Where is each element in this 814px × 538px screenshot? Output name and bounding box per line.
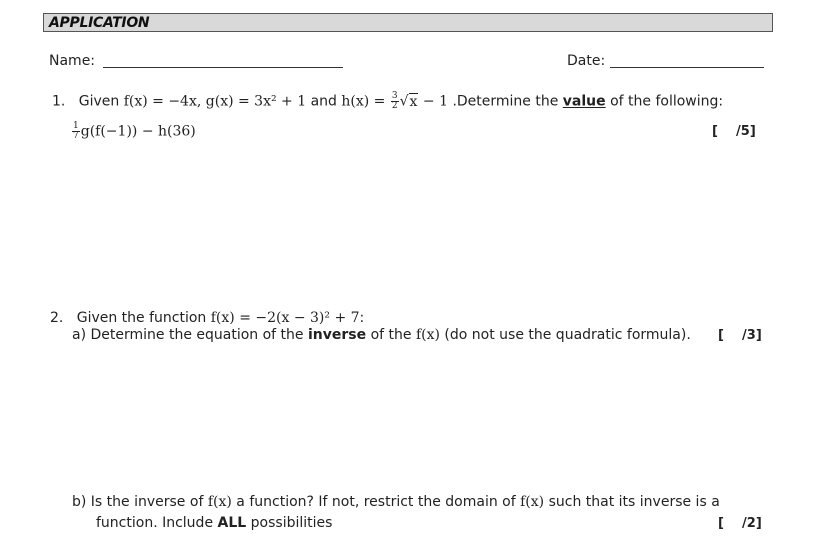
- q2-b-marks: [ /2]: [718, 516, 762, 531]
- q1-expr-fraction: [72, 122, 80, 141]
- name-label: Name:: [49, 53, 96, 69]
- q2-b-mid: a function? If not, restrict the domain of: [236, 494, 516, 510]
- q2-b-pre: b) Is the inverse of: [72, 494, 204, 510]
- q2-a-marks: [ /3]: [718, 328, 762, 343]
- name-field-line[interactable]: [103, 67, 343, 68]
- question-2: [50, 310, 364, 326]
- q2-part-a: [72, 327, 691, 343]
- q1-g-def: g(x) = 3x² + 1: [205, 93, 307, 110]
- date-field-line[interactable]: [610, 67, 764, 68]
- q1-expr-frac-num: 1: [73, 121, 79, 131]
- q1-expr-frac-den: 7: [73, 131, 79, 141]
- q2-a-func: f(x): [415, 327, 440, 343]
- q2-a-keyword: inverse: [307, 327, 367, 343]
- q1-h-radicand: x: [409, 93, 418, 110]
- q1-h-frac-den: 2: [391, 101, 398, 111]
- q1-and: and: [310, 93, 337, 110]
- q1-determine-post: of the following:: [610, 93, 724, 110]
- q2-b-post: such that its inverse is a: [548, 494, 720, 510]
- q2-b-line2-post: possibilities: [250, 515, 333, 531]
- section-header: [43, 13, 773, 32]
- q2-b-func2: f(x): [520, 494, 545, 510]
- q1-h-fraction: [391, 92, 399, 111]
- q2-part-b: [72, 494, 720, 510]
- q1-marks: [ /5]: [712, 124, 756, 139]
- q2-intro-post: :: [359, 310, 365, 326]
- q2-number: 2.: [50, 310, 64, 326]
- q2-a-mid: of the: [370, 327, 412, 343]
- q2-intro-func: f(x) = −2(x − 3)² + 7: [210, 310, 360, 326]
- q1-number: 1.: [52, 93, 66, 110]
- q2-intro-pre: Given the function: [76, 310, 207, 326]
- q1-given: Given: [78, 93, 120, 110]
- q1-h-def-right: − 1: [422, 93, 448, 110]
- q1-determine-pre: .Determine the: [452, 93, 559, 110]
- q2-b-func1: f(x): [207, 494, 232, 510]
- q1-h-def-left: h(x) =: [341, 93, 386, 110]
- date-label: Date:: [567, 53, 606, 69]
- q2-b-keyword: ALL: [217, 515, 247, 531]
- q1-expression: [71, 122, 196, 141]
- q2-a-pre: a) Determine the equation of the: [72, 327, 304, 343]
- question-1: [52, 92, 723, 111]
- q2-part-b-line2: [96, 515, 332, 531]
- q1-h-frac-num: 3: [391, 91, 398, 101]
- q2-b-line2-pre: function. Include: [96, 515, 214, 531]
- q1-f-def: f(x) = −4x,: [123, 93, 202, 110]
- q1-expr-rest: g(f(−1)) − h(36): [80, 123, 196, 140]
- q2-a-post: (do not use the quadratic formula).: [444, 327, 691, 343]
- section-title: APPLICATION: [49, 15, 150, 31]
- sqrt-icon: √: [399, 93, 409, 110]
- q1-keyword-value: value: [562, 93, 606, 110]
